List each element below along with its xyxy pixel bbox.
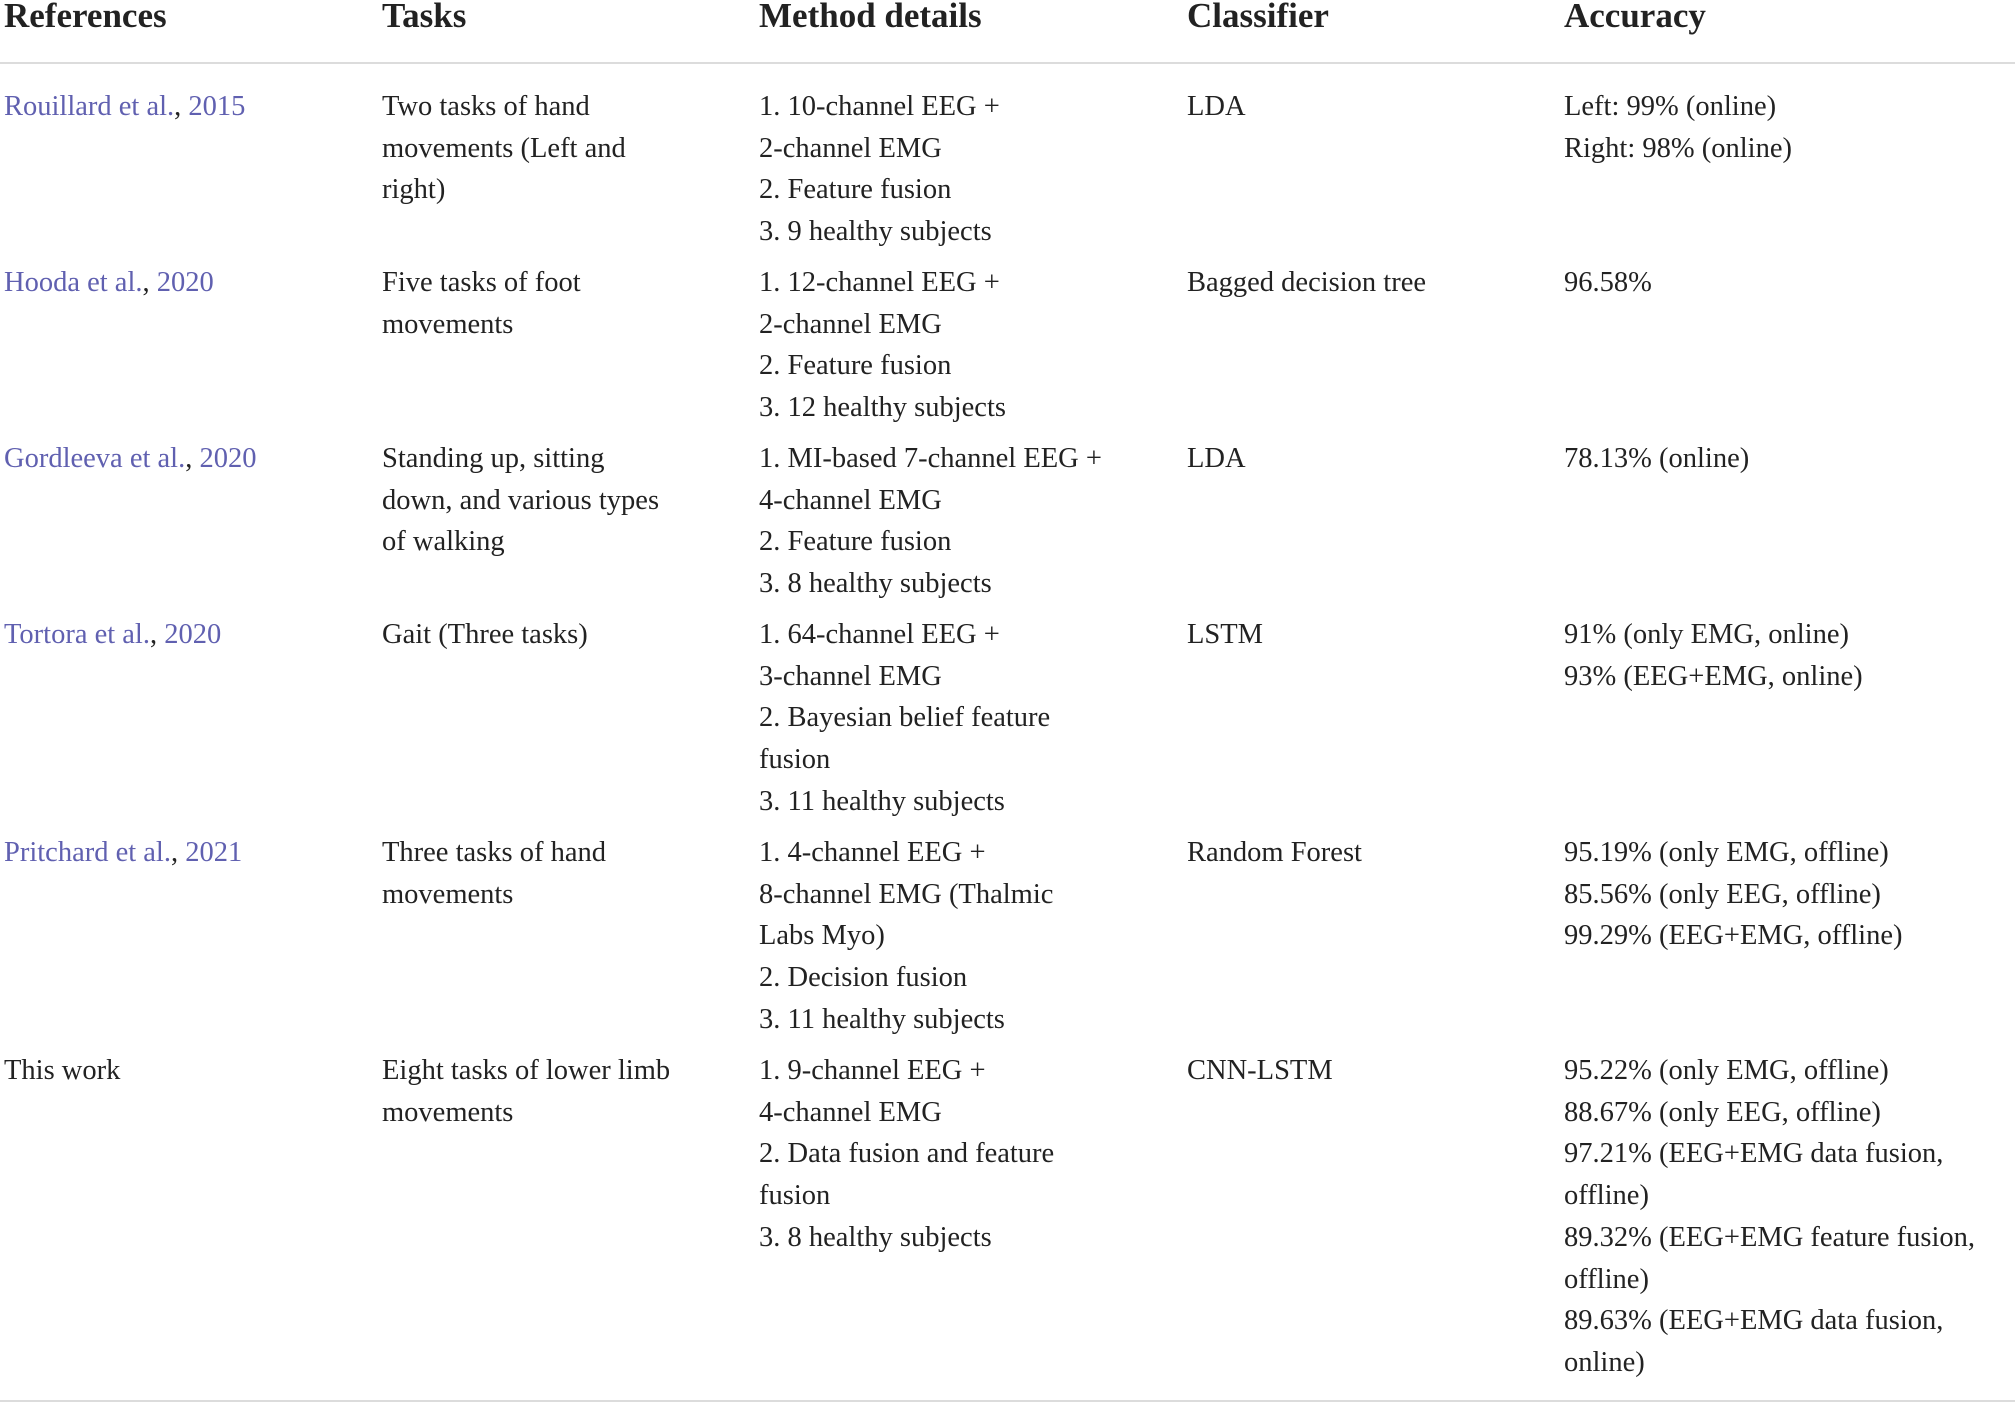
- classifier-line: Random Forest: [1187, 837, 1362, 868]
- reference-author-link[interactable]: Gordleeva et al.: [4, 443, 186, 474]
- method-line: 1. 64-channel EEG +: [759, 619, 1000, 650]
- accuracy-cell: [1564, 262, 1652, 304]
- method-cell: [759, 832, 1053, 1041]
- reference-cell: [4, 614, 221, 656]
- tasks-line: Five tasks of foot: [382, 267, 581, 298]
- reference-separator: ,: [149, 619, 165, 650]
- accuracy-line: 88.67% (only EEG, offline): [1564, 1096, 1881, 1128]
- method-line: 2-channel EMG: [759, 308, 942, 340]
- reference-cell: [4, 262, 214, 304]
- method-line: 1. MI-based 7-channel EEG +: [759, 443, 1102, 474]
- classifier-line: CNN-LSTM: [1187, 1055, 1333, 1086]
- reference-year-link[interactable]: 2015: [188, 91, 246, 122]
- tasks-line: Two tasks of hand: [382, 91, 590, 122]
- table-header-row: [0, 0, 2015, 64]
- reference-cell: [4, 86, 245, 128]
- method-line: 4-channel EMG: [759, 1096, 942, 1128]
- accuracy-line: 99.29% (EEG+EMG, offline): [1564, 920, 1903, 952]
- tasks-cell: [382, 832, 606, 915]
- accuracy-line: 95.22% (only EMG, offline): [1564, 1055, 1889, 1086]
- tasks-line: down, and various types: [382, 484, 660, 516]
- tasks-line: movements: [382, 1096, 514, 1128]
- accuracy-line: Left: 99% (online): [1564, 91, 1777, 122]
- reference-year-link[interactable]: 2021: [185, 837, 243, 868]
- reference-label: This work: [4, 1055, 121, 1086]
- method-cell: [759, 614, 1050, 823]
- method-line: 1. 10-channel EEG +: [759, 91, 1000, 122]
- method-cell: [759, 438, 1102, 605]
- reference-year-link[interactable]: 2020: [199, 443, 257, 474]
- classifier-cell: [1187, 1050, 1333, 1092]
- tasks-cell: [382, 438, 659, 563]
- accuracy-line: offline): [1564, 1263, 1649, 1295]
- header-references: References: [4, 0, 167, 35]
- method-line: fusion: [759, 1180, 831, 1212]
- reference-cell: [4, 1050, 120, 1092]
- method-line: 8-channel EMG (Thalmic: [759, 878, 1054, 910]
- header-accuracy: Accuracy: [1564, 0, 1706, 35]
- classifier-cell: [1187, 86, 1246, 128]
- method-line: 1. 4-channel EEG +: [759, 837, 986, 868]
- method-line: 3. 11 healthy subjects: [759, 785, 1005, 817]
- method-line: 3-channel EMG: [759, 660, 942, 692]
- header-method-details: Method details: [759, 0, 982, 35]
- reference-cell: [4, 438, 256, 480]
- method-line: 4-channel EMG: [759, 484, 942, 516]
- tasks-cell: [382, 614, 588, 656]
- classifier-cell: [1187, 262, 1426, 304]
- method-line: fusion: [759, 744, 831, 776]
- accuracy-line: online): [1564, 1346, 1645, 1378]
- reference-year-link[interactable]: 2020: [156, 267, 214, 298]
- accuracy-line: 89.63% (EEG+EMG data fusion,: [1564, 1305, 1944, 1337]
- accuracy-cell: [1564, 1050, 1975, 1384]
- accuracy-line: Right: 98% (online): [1564, 132, 1792, 164]
- method-line: 2-channel EMG: [759, 132, 942, 164]
- tasks-line: Three tasks of hand: [382, 837, 606, 868]
- accuracy-line: offline): [1564, 1180, 1649, 1212]
- tasks-cell: [382, 262, 581, 345]
- method-cell: [759, 1050, 1054, 1259]
- accuracy-cell: [1564, 832, 1902, 957]
- classifier-line: Bagged decision tree: [1187, 267, 1426, 298]
- tasks-line: Eight tasks of lower limb: [382, 1055, 671, 1086]
- accuracy-line: 91% (only EMG, online): [1564, 619, 1849, 650]
- reference-author-link[interactable]: Hooda et al.: [4, 267, 143, 298]
- method-line: 2. Feature fusion: [759, 174, 952, 206]
- accuracy-line: 96.58%: [1564, 267, 1652, 298]
- method-line: 3. 8 healthy subjects: [759, 1221, 992, 1253]
- tasks-line: of walking: [382, 526, 505, 558]
- accuracy-line: 95.19% (only EMG, offline): [1564, 837, 1889, 868]
- method-line: 3. 8 healthy subjects: [759, 568, 992, 600]
- table-bottom-rule: [0, 1400, 2015, 1402]
- classifier-line: LDA: [1187, 443, 1246, 474]
- tasks-line: Standing up, sitting: [382, 443, 605, 474]
- tasks-line: right): [382, 174, 446, 206]
- tasks-line: movements: [382, 878, 514, 910]
- method-cell: [759, 86, 1000, 253]
- tasks-line: movements: [382, 308, 514, 340]
- reference-separator: ,: [185, 443, 200, 474]
- classifier-cell: [1187, 614, 1263, 656]
- reference-year-link[interactable]: 2020: [164, 619, 222, 650]
- reference-author-link[interactable]: Rouillard et al.: [4, 91, 175, 122]
- tasks-line: Gait (Three tasks): [382, 619, 588, 650]
- reference-separator: ,: [142, 267, 157, 298]
- accuracy-line: 85.56% (only EEG, offline): [1564, 878, 1881, 910]
- method-line: 3. 11 healthy subjects: [759, 1003, 1005, 1035]
- accuracy-line: 89.32% (EEG+EMG feature fusion,: [1564, 1221, 1976, 1253]
- reference-author-link[interactable]: Pritchard et al.: [4, 837, 171, 868]
- classifier-cell: [1187, 832, 1362, 874]
- classifier-line: LSTM: [1187, 619, 1264, 650]
- accuracy-line: 93% (EEG+EMG, online): [1564, 660, 1863, 692]
- header-tasks: Tasks: [382, 0, 467, 35]
- method-line: 2. Feature fusion: [759, 350, 952, 382]
- accuracy-cell: [1564, 438, 1749, 480]
- method-line: 3. 9 healthy subjects: [759, 216, 992, 248]
- method-line: 3. 12 healthy subjects: [759, 392, 1006, 424]
- tasks-line: movements (Left and: [382, 132, 626, 164]
- reference-author-link[interactable]: Tortora et al.: [4, 619, 150, 650]
- method-line: 2. Bayesian belief feature: [759, 702, 1051, 734]
- method-line: Labs Myo): [759, 920, 885, 952]
- accuracy-cell: [1564, 86, 1792, 169]
- accuracy-line: 78.13% (online): [1564, 443, 1750, 474]
- method-cell: [759, 262, 1006, 429]
- classifier-cell: [1187, 438, 1246, 480]
- method-line: 1. 9-channel EEG +: [759, 1055, 986, 1086]
- method-line: 2. Feature fusion: [759, 526, 952, 558]
- method-line: 2. Data fusion and feature: [759, 1138, 1055, 1170]
- classifier-line: LDA: [1187, 91, 1246, 122]
- reference-separator: ,: [174, 91, 189, 122]
- method-line: 2. Decision fusion: [759, 962, 968, 994]
- accuracy-line: 97.21% (EEG+EMG data fusion,: [1564, 1138, 1944, 1170]
- tasks-cell: [382, 1050, 670, 1133]
- reference-separator: ,: [170, 837, 186, 868]
- reference-cell: [4, 832, 242, 874]
- header-classifier: Classifier: [1187, 0, 1329, 35]
- accuracy-cell: [1564, 614, 1863, 697]
- tasks-cell: [382, 86, 626, 211]
- method-line: 1. 12-channel EEG +: [759, 267, 1000, 298]
